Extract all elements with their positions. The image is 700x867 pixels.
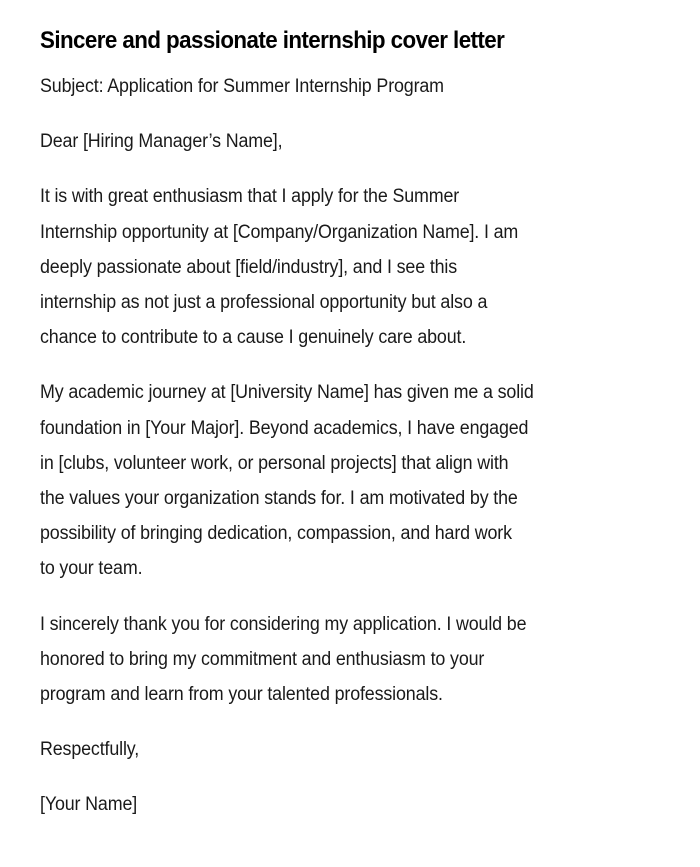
paragraph-line: foundation in [Your Major]. Beyond academics, I have engaged	[40, 417, 529, 439]
subject-line: Subject: Application for Summer Internship Program	[40, 76, 444, 97]
paragraph-line: My academic journey at [University Name] has given me a solid	[40, 382, 534, 404]
body-paragraph-thanks	[40, 607, 651, 713]
paragraph-line: honored to bring my commitment and enthusiasm to your	[40, 648, 485, 670]
paragraph-line: the values your organization stands for. I am motivated by the	[40, 488, 518, 510]
paragraph-line: I sincerely thank you for considering my application. I would be	[40, 613, 527, 635]
body-paragraph-intro	[40, 179, 651, 355]
paragraph-line: Internship opportunity at [Company/Organization Name]. I am	[40, 221, 519, 243]
signature: [Your Name]	[40, 794, 138, 816]
paragraph-line: It is with great enthusiasm that I apply for the Summer	[40, 186, 460, 208]
paragraph-line: deeply passionate about [field/industry], and I see this	[40, 256, 458, 278]
paragraph-line: to your team.	[40, 558, 143, 580]
closing: Respectfully,	[40, 739, 140, 761]
paragraph-line: in [clubs, volunteer work, or personal projects] that align with	[40, 452, 509, 474]
paragraph-line: internship as not just a professional opportunity but also a	[40, 292, 488, 314]
body-paragraph-background	[40, 375, 651, 586]
greeting: Dear [Hiring Manager’s Name],	[40, 131, 283, 153]
document-title: Sincere and passionate internship cover letter	[40, 27, 505, 54]
paragraph-line: chance to contribute to a cause I genuinely care about.	[40, 327, 467, 349]
paragraph-line: program and learn from your talented professionals.	[40, 684, 443, 706]
paragraph-line: possibility of bringing dedication, compassion, and hard work	[40, 523, 512, 545]
